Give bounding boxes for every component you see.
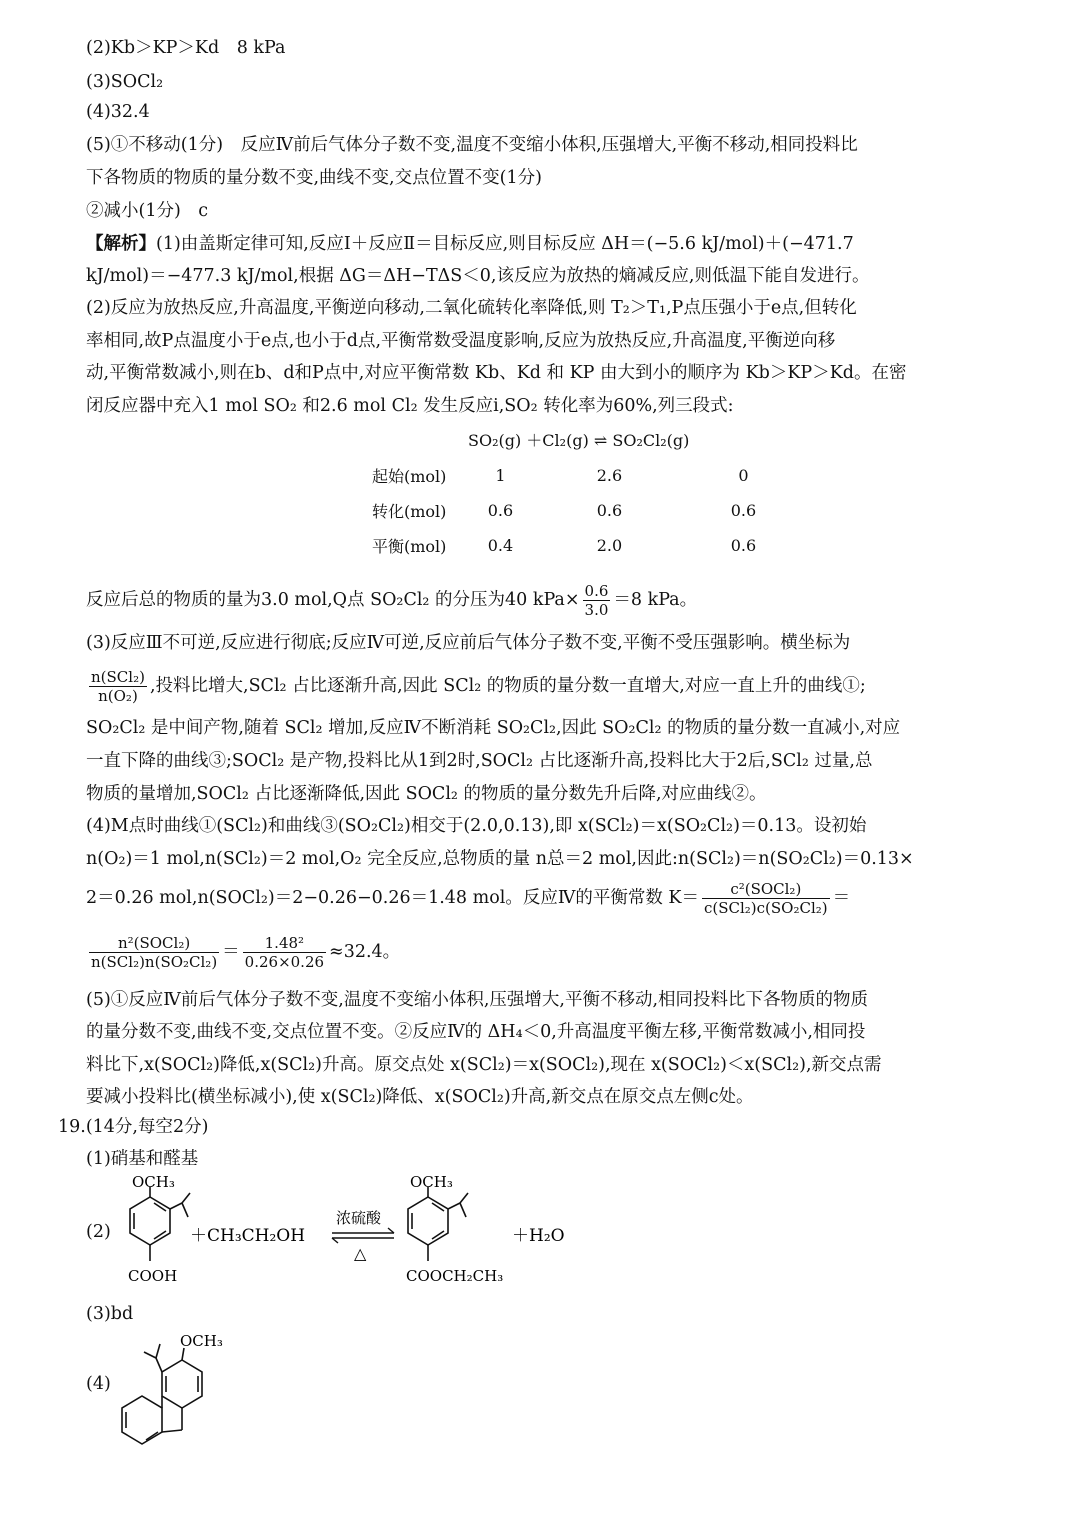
ice-cell: 0.4	[487, 536, 514, 555]
fraction: $\frac{0.6}{3.0}$	[584, 582, 609, 619]
analysis-3-text: ,投料比增大,SCl₂ 占比逐渐升高,因此 SCl₂ 的物质的量分数一直增大,对应一直上升的曲线①;	[149, 676, 866, 696]
ethanol-reagent: ＋CH₃CH₂OH	[190, 1226, 306, 1246]
analysis-4-line4	[86, 934, 1026, 971]
ice-label: 起始(mol)	[372, 467, 447, 486]
answer-5-part2: ②减小(1分) c	[86, 201, 209, 221]
ice-cell: 2.0	[596, 536, 623, 555]
analysis-1-line2: kJ/mol)＝−477.3 kJ/mol,根据 ΔG＝ΔH−TΔS＜0,该反应为放热的熵减反应,则低温下能自发进行。	[86, 266, 870, 286]
analysis-2-line2: 率相同,故P点温度小于e点,也小于d点,平衡常数受温度影响,反应为放热反应,升高温度,平衡逆向移	[86, 331, 836, 351]
analysis-3-line3: SO₂Cl₂ 是中间产物,随着 SCl₂ 增加,反应Ⅳ不断消耗 SO₂Cl₂,因此 SO₂Cl₂ 的物质的量分数一直减小,对应	[86, 718, 901, 738]
analysis-5-line3: 料比下,x(SOCl₂)降低,x(SCl₂)升高。原交点处 x(SCl₂)＝x(SOCl₂),现在 x(SOCl₂)＜x(SCl₂),新交点需	[86, 1055, 882, 1075]
analysis-4-line2: n(O₂)＝1 mol,n(SCl₂)＝2 mol,O₂ 完全反应,总物质的量 n总＝2 mol,因此:n(SCl₂)＝n(SO₂Cl₂)＝0.13×	[86, 849, 914, 869]
analysis-5-line4: 要减小投料比(横坐标减小),使 x(SCl₂)降低、x(SOCl₂)升高,新交点在原交点左侧c处。	[86, 1087, 754, 1107]
catalyst-label: 浓硫酸	[336, 1209, 382, 1227]
equals-sign: ＝	[832, 888, 851, 908]
reversible-arrow-icon	[332, 1228, 394, 1243]
product-benzene-ring	[408, 1187, 468, 1261]
reactant-benzene-ring	[130, 1187, 190, 1261]
answer-3: (3)SOCl₂	[86, 72, 164, 92]
ice-table	[360, 458, 810, 563]
answer-19-4-label: (4)	[86, 1374, 111, 1394]
ice-cell: 0.6	[596, 501, 623, 520]
ice-cell: 0.6	[730, 536, 757, 555]
water-byproduct: ＋H₂O	[512, 1226, 565, 1246]
ice-row-change	[360, 493, 810, 528]
fraction: $\frac{\text{1.48²}}{0.26\times 0.26}$	[244, 934, 325, 971]
reactant-methoxy: OCH₃	[132, 1175, 175, 1191]
answer-19-3: (3)bd	[86, 1304, 134, 1324]
ice-label: 转化(mol)	[372, 502, 447, 521]
analysis-5-line2: 的量分数不变,曲线不变,交点位置不变。②反应Ⅳ的 ΔH₄＜0,升高温度平衡左移,平衡常数减小,相同投	[86, 1022, 866, 1042]
analysis-2-line1: (2)反应为放热反应,升高温度,平衡逆向移动,二氧化硫转化率降低,则 T₂＞T₁,P点压强小于e点,但转化	[86, 298, 857, 318]
analysis-3-line2	[86, 668, 1026, 705]
esterification-reaction	[110, 1175, 590, 1293]
analysis-4-line1: (4)M点时曲线①(SCl₂)和曲线③(SO₂Cl₂)相交于(2.0,0.13),即 x(SCl₂)＝x(SO₂Cl₂)＝0.13。设初始	[86, 816, 867, 836]
question-19-heading: 19.(14分,每空2分)	[58, 1117, 209, 1137]
analysis-4-text: 2＝0.26 mol,n(SOCl₂)＝2−0.26−0.26＝1.48 mol。反应Ⅳ的平衡常数 K＝	[86, 888, 699, 908]
ice-cell: 2.6	[596, 466, 623, 485]
answer-4: (4)32.4	[86, 102, 150, 122]
analysis-2-line5	[86, 582, 1026, 619]
equals-sign: ＝	[222, 942, 240, 962]
reactant-carboxyl: COOH	[128, 1267, 178, 1285]
answer-19-1: (1)硝基和醛基	[86, 1149, 199, 1169]
ice-label: 平衡(mol)	[372, 537, 447, 556]
k-result: ≈32.4。	[329, 942, 401, 962]
analysis-3-line5: 物质的量增加,SOCl₂ 占比逐渐降低,因此 SOCl₂ 的物质的量分数先升后降,对应曲线②。	[86, 784, 767, 804]
answer-5-line2: 下各物质的物质的量分数不变,曲线不变,交点位置不变(1分)	[86, 168, 542, 188]
answer-5-line1: (5)①不移动(1分) 反应Ⅳ前后气体分子数不变,温度不变缩小体积,压强增大,平衡不移动,相同投料比	[86, 135, 858, 155]
analysis-4-line3	[86, 880, 1026, 917]
analysis-2-line4: 闭反应器中充入1 mol SO₂ 和2.6 mol Cl₂ 发生反应ⅰ,SO₂ 转化率为60%,列三段式:	[86, 396, 734, 416]
ice-cell: 0.6	[487, 501, 514, 520]
ice-cell: 0	[738, 466, 749, 485]
heat-symbol: △	[354, 1244, 367, 1263]
answer-2: (2)Kb＞KP＞Kd 8 kPa	[86, 38, 286, 58]
fraction: $\frac{\text{n(SCl₂)}}{\text{n(O₂)}}$	[91, 668, 145, 705]
analysis-1-line1	[86, 228, 1026, 261]
analysis-3-line4: 一直下降的曲线③;SOCl₂ 是产物,投料比从1到2时,SOCl₂ 占比逐渐升高,投料比大于2后,SCl₂ 过量,总	[86, 751, 873, 771]
methoxy-group: OCH₃	[180, 1332, 223, 1350]
ice-cell: 1	[495, 466, 506, 485]
partial-pressure-text: 反应后总的物质的量为3.0 mol,Q点 SO₂Cl₂ 的分压为40 kPa×	[86, 590, 580, 610]
ice-equation: SO₂(g) ＋Cl₂(g) ⇌ SO₂Cl₂(g)	[468, 431, 690, 450]
partial-pressure-result: ＝8 kPa。	[613, 590, 698, 610]
product-methoxy: OCH₃	[410, 1175, 453, 1191]
dihydrophenanthrene-structure	[110, 1330, 250, 1448]
analysis-heading: 【解析】	[86, 234, 156, 254]
answer-19-2-label: (2)	[86, 1222, 111, 1242]
analysis-5-line1: (5)①反应Ⅳ前后气体分子数不变,温度不变缩小体积,压强增大,平衡不移动,相同投料比下各物质的物质	[86, 990, 869, 1010]
ice-row-initial	[360, 458, 810, 493]
ice-row-equilibrium	[360, 528, 810, 563]
analysis-1-text: (1)由盖斯定律可知,反应Ⅰ＋反应Ⅱ＝目标反应,则目标反应 ΔH＝(−5.6 kJ/mol)＋(−471.7	[156, 234, 854, 254]
analysis-2-line3: 动,平衡常数减小,则在b、d和P点中,对应平衡常数 Kb、Kd 和 KP 由大到小的顺序为 Kb＞KP＞Kd。在密	[86, 363, 907, 383]
product-ester: COOCH₂CH₃	[406, 1267, 504, 1285]
analysis-3-line1: (3)反应Ⅲ不可逆,反应进行彻底;反应Ⅳ可逆,反应前后气体分子数不变,平衡不受压强影响。横坐标为	[86, 633, 851, 653]
fraction: $\frac{\text{n²(SOCl₂)}}{\text{n(SCl₂)n(SO₂Cl₂)}}$	[91, 934, 218, 971]
fraction: $\frac{\text{c²(SOCl₂)}}{\text{c(SCl₂)c(SO₂Cl₂)}}$	[703, 880, 828, 917]
ice-cell: 0.6	[730, 501, 757, 520]
fused-ring-icon	[122, 1344, 202, 1444]
